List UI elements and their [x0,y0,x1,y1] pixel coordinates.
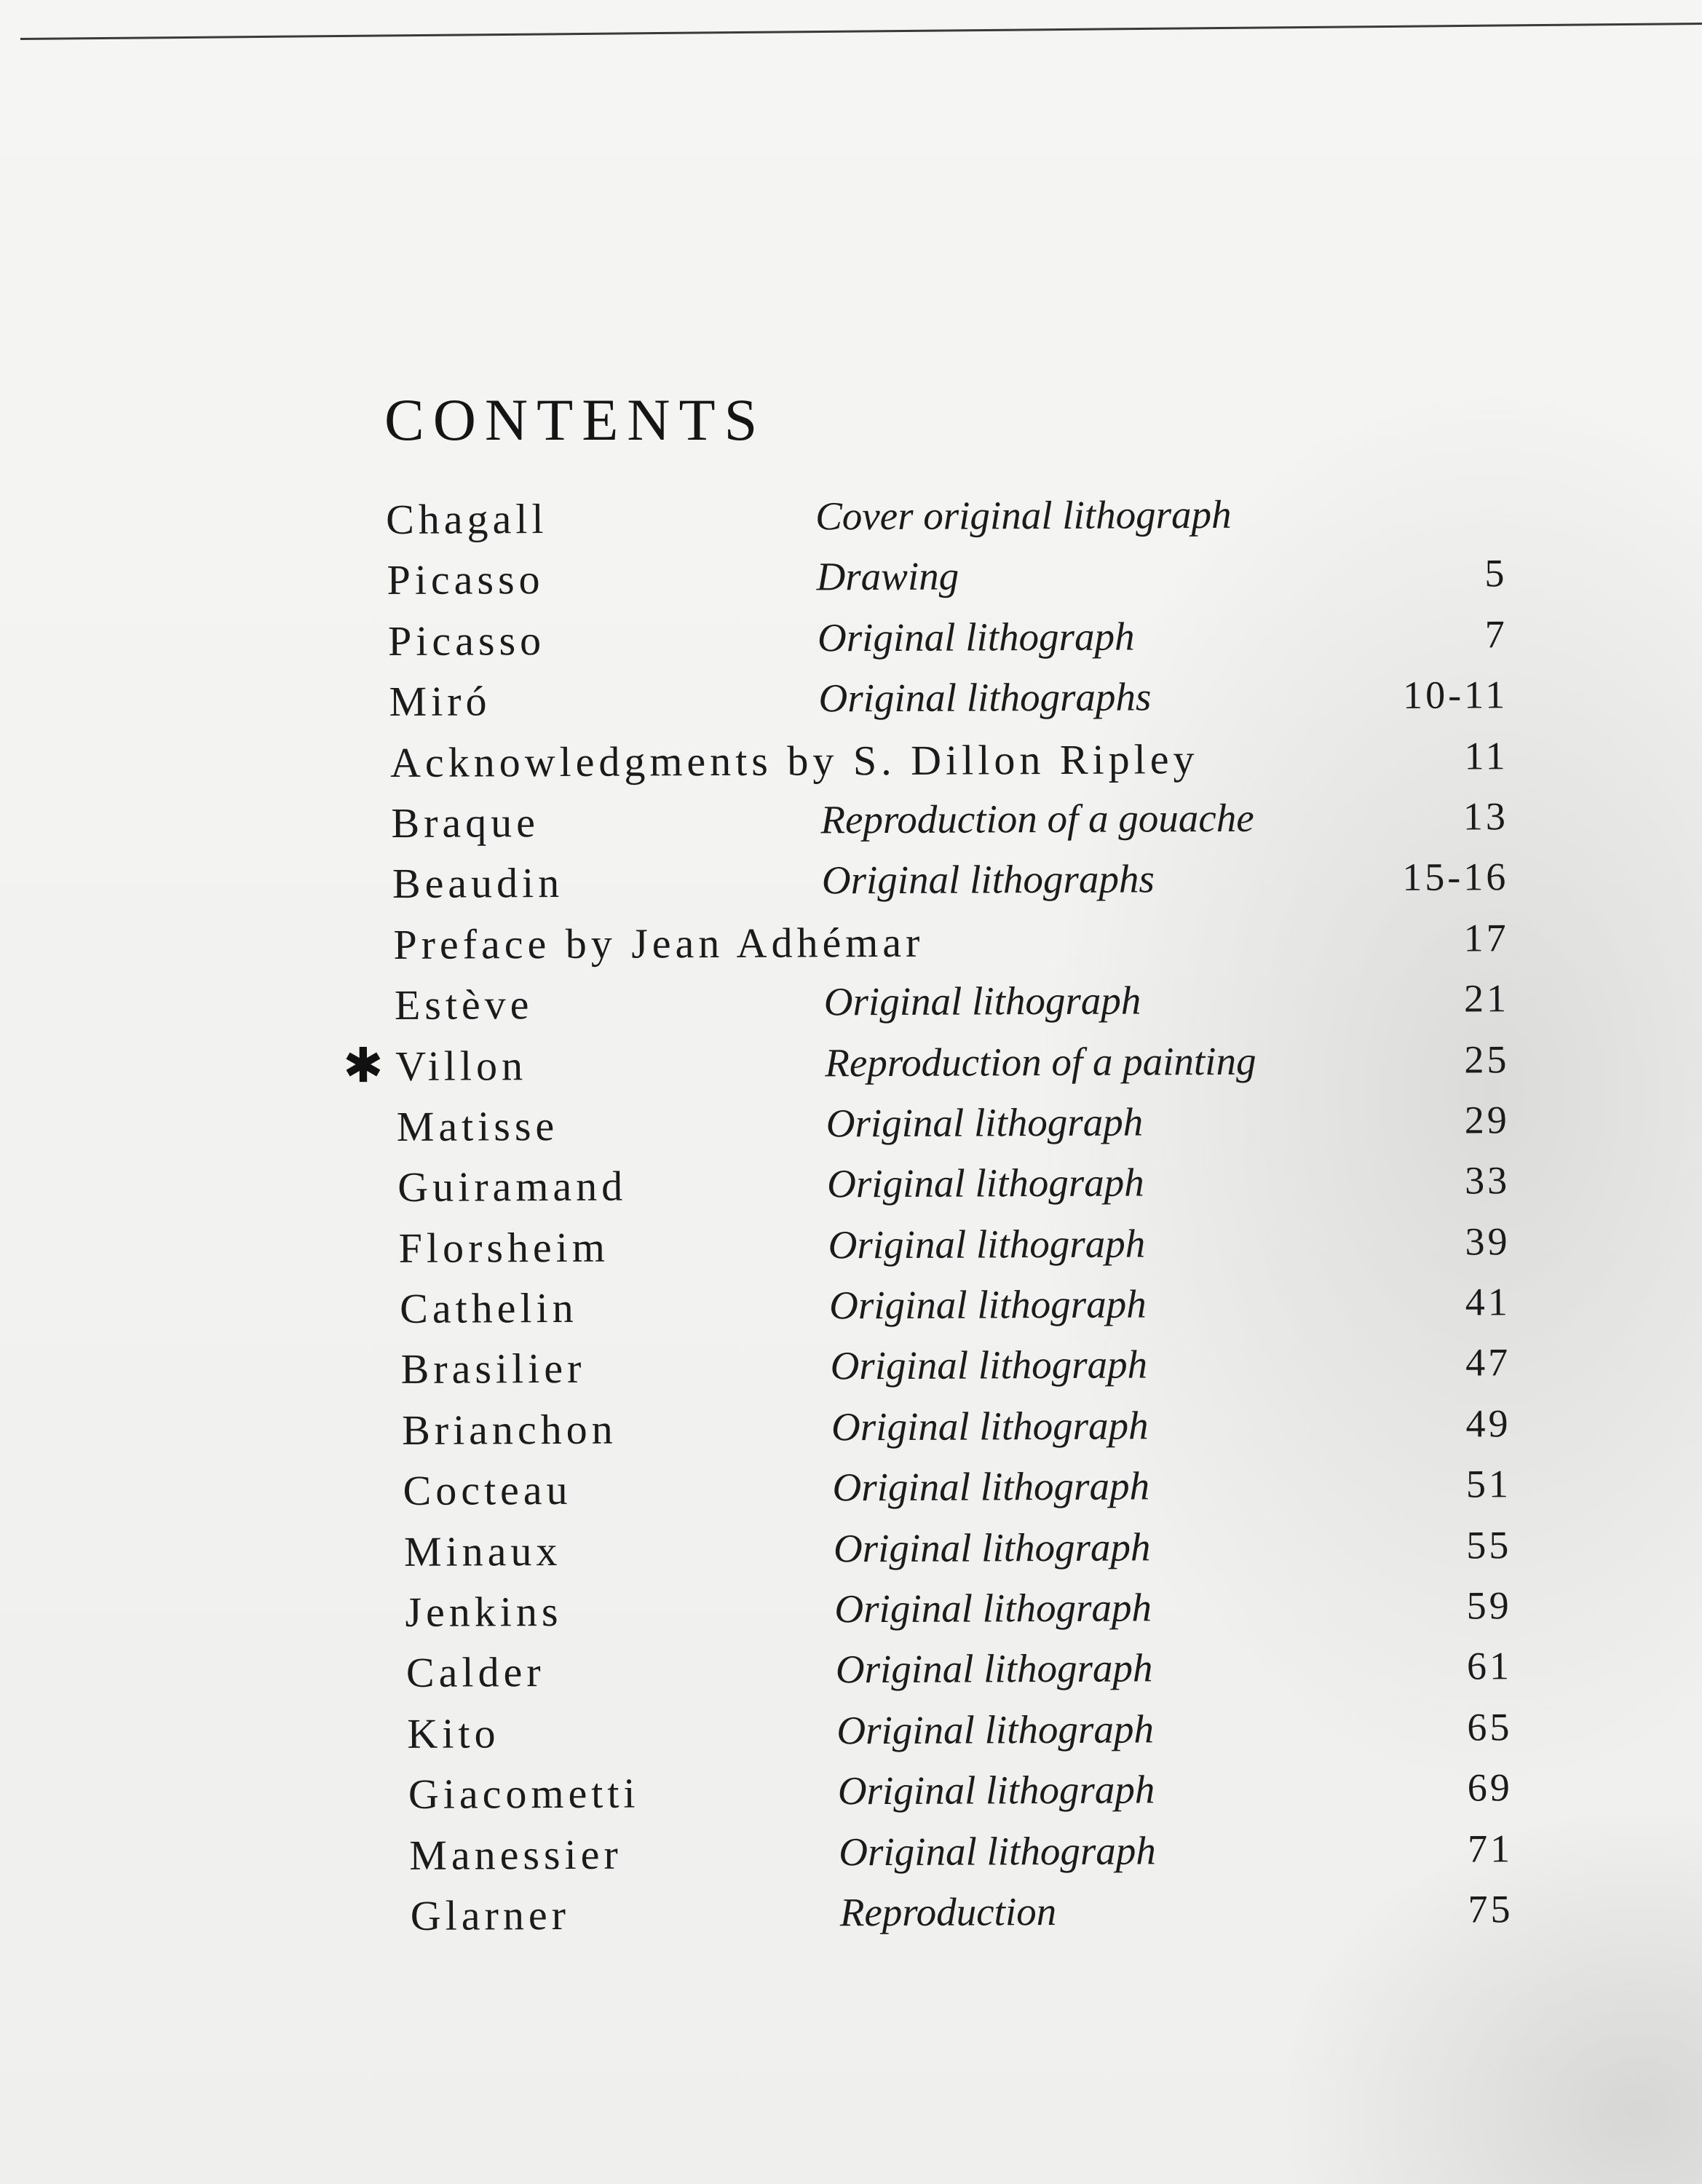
toc-artist: Picasso [387,616,546,665]
toc-artist: Minaux [403,1527,562,1575]
toc-description: Reproduction [839,1888,1057,1935]
toc-page-number: 69 [1467,1765,1513,1810]
toc-artist: Glarner [410,1891,571,1939]
toc-entry [393,915,1509,981]
toc-description: Drawing [816,553,959,599]
toc-page-number: 75 [1468,1887,1513,1931]
toc-artist: Kito [407,1709,500,1757]
toc-page-number: 59 [1466,1583,1512,1628]
toc-description: Original lithograph [836,1706,1155,1753]
toc-artist: Preface by Jean Adhémar [393,918,925,968]
toc-entry [409,1826,1513,1891]
toc-description: Original lithograph [829,1281,1147,1328]
toc-entry [395,976,1510,1041]
toc-page-number: 33 [1464,1158,1511,1203]
toc-entry [408,1765,1513,1830]
toc-page-number: 15-16 [1402,855,1509,900]
toc-entry [397,1158,1510,1224]
toc-description: Original lithograph [835,1645,1153,1692]
top-rule [20,23,1702,40]
toc-entry [404,1522,1512,1588]
toc-description: Original lithograph [839,1827,1156,1874]
contents-heading: CONTENTS [384,387,767,453]
toc-entry [392,855,1509,920]
toc-description: Original lithograph [831,1403,1149,1449]
toc-description: Original lithograph [828,1221,1146,1267]
toc-description: Original lithograph [837,1767,1155,1813]
toc-entry [399,1219,1511,1284]
toc-artist: Matisse [396,1101,559,1150]
toc-artist: Acknowledgments by S. Dillon Ripley [389,735,1199,786]
toc-entry [343,1037,1510,1102]
toc-description: Cover original lithograph [815,491,1232,539]
handwritten-asterisk-icon: ✱ [343,1037,384,1093]
toc-page-number: 29 [1464,1098,1510,1142]
toc-entry [391,794,1508,859]
toc-description: Original lithographs [821,856,1155,903]
toc-page-number: 65 [1467,1705,1513,1749]
toc-artist: Cathelin [400,1283,578,1333]
toc-entry [388,612,1508,677]
toc-artist: Picasso [387,555,545,604]
toc-entry [402,1401,1511,1466]
table-of-contents [343,490,1513,1952]
toc-description: Original lithograph [830,1342,1148,1388]
toc-entry [397,1097,1510,1163]
toc-artist: Brianchon [401,1405,617,1454]
toc-artist: Manessier [409,1830,622,1879]
toc-entry [387,551,1507,617]
toc-description: Original lithograph [832,1463,1150,1510]
toc-entry [389,672,1508,737]
toc-page-number: 10-11 [1403,673,1508,718]
toc-page-number: 13 [1462,794,1509,839]
toc-artist: Florsheim [398,1223,610,1272]
toc-description: Reproduction of a painting [825,1038,1256,1085]
toc-artist: Estève [394,981,534,1029]
toc-entry [390,733,1508,799]
toc-entry [400,1279,1511,1345]
toc-description: Reproduction of a gouache [820,795,1254,842]
toc-artist: Braque [391,799,540,847]
toc-artist: Beaudin [392,859,564,908]
toc-entry [405,1583,1512,1648]
toc-page-number: 47 [1465,1340,1511,1385]
toc-page-number: 25 [1464,1037,1510,1082]
toc-entry [411,1886,1513,1952]
toc-page-number: 41 [1465,1280,1511,1324]
toc-artist: Guiramand [397,1162,628,1211]
toc-description: Original lithograph [833,1524,1151,1570]
toc-page-number: 21 [1463,976,1510,1021]
toc-entry [406,1644,1512,1709]
toc-artist: Villon [395,1041,528,1090]
toc-page-number: 11 [1464,733,1508,778]
toc-page-number: 7 [1484,612,1508,657]
toc-page-number: 39 [1465,1219,1511,1264]
toc-artist: Miró [389,677,491,726]
toc-entry [386,490,1507,555]
toc-page-number [1332,490,1507,491]
toc-page-number: 5 [1484,551,1508,596]
toc-artist: Jenkins [405,1587,563,1636]
toc-artist: Brasilier [400,1345,586,1393]
toc-page-number: 49 [1465,1401,1511,1446]
toc-artist: Giacometti [408,1769,640,1819]
toc-description: Original lithograph [827,1160,1144,1206]
toc-page-number: 71 [1467,1826,1513,1871]
toc-artist: Calder [405,1648,545,1697]
toc-entry [400,1340,1511,1406]
toc-page-number: 17 [1463,916,1509,960]
toc-description: Original lithograph [823,978,1141,1024]
toc-page-number: 61 [1466,1644,1513,1688]
toc-entry [403,1462,1511,1527]
toc-page-number: 51 [1465,1462,1512,1506]
toc-artist: Chagall [386,495,548,543]
toc-description: Original lithograph [817,614,1135,660]
toc-page-number: 55 [1466,1522,1512,1567]
toc-entry [407,1704,1512,1770]
toc-description: Original lithographs [818,674,1152,721]
toc-description: Original lithograph [826,1099,1144,1146]
toc-description: Original lithograph [834,1585,1152,1631]
toc-artist: Cocteau [403,1466,572,1515]
